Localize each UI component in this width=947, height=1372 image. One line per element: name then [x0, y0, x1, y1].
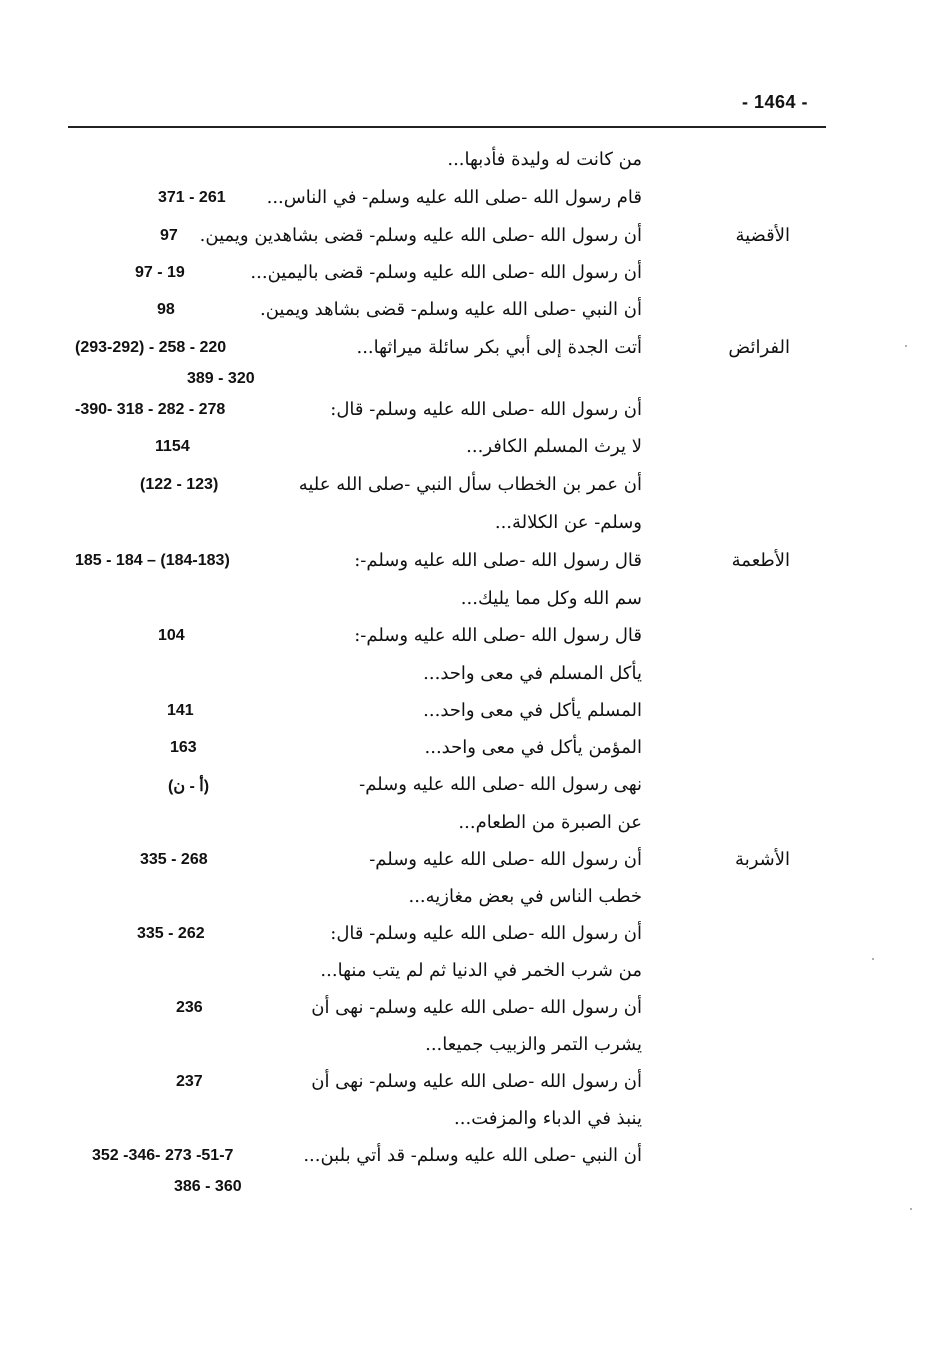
hadith-text: سم الله وكل مما يليك... [460, 588, 642, 609]
index-entry [0, 143, 947, 180]
index-entry [0, 806, 947, 843]
reference-numbers: 386 - 360 [174, 1178, 242, 1195]
hadith-text: أن رسول الله -صلى الله عليه وسلم- قضى باليمين... [250, 262, 642, 283]
reference-numbers: 104 [158, 627, 185, 644]
topic-heading: الأطعمة [731, 550, 790, 571]
reference-numbers: 237 [176, 1073, 203, 1090]
reference-numbers: 97 - 19 [135, 264, 185, 281]
reference-numbers: 1154 [155, 438, 190, 455]
hadith-text: أن رسول الله -صلى الله عليه وسلم- [369, 849, 642, 870]
reference-numbers: 236 [176, 999, 203, 1016]
index-entry [0, 393, 947, 430]
index-entry [0, 768, 947, 805]
scan-speck [905, 345, 907, 347]
hadith-text: وسلم- عن الكلالة... [494, 512, 642, 533]
reference-numbers: 98 [157, 301, 175, 318]
hadith-text: من شرب الخمر في الدنيا ثم لم يتب منها... [320, 960, 642, 981]
index-entry [0, 219, 947, 256]
index-entry [0, 506, 947, 543]
hadith-text: من كانت له وليدة فأدبها... [447, 149, 642, 170]
hadith-text: أن رسول الله -صلى الله عليه وسلم- قال: [330, 923, 642, 944]
index-entry [0, 843, 947, 880]
index-entry [0, 991, 947, 1028]
scan-speck [910, 1208, 912, 1210]
hadith-text: عن الصبرة من الطعام... [458, 812, 642, 833]
index-entry [0, 430, 947, 467]
hadith-text: أن النبي -صلى الله عليه وسلم- قد أتي بلبن... [303, 1145, 642, 1166]
index-entry [0, 731, 947, 768]
hadith-text: المؤمن يأكل في معى واحد... [424, 737, 642, 758]
hadith-text: المسلم يأكل في معى واحد... [423, 700, 642, 721]
hadith-text: أن النبي -صلى الله عليه وسلم- قضى بشاهد ويمين. [259, 299, 642, 320]
index-entry [0, 181, 947, 218]
hadith-text: خطب الناس في بعض مغازيه... [408, 886, 642, 907]
reference-numbers: 352 -346- 273 -51-7 [92, 1147, 234, 1164]
hadith-text: قال رسول الله -صلى الله عليه وسلم-: [354, 550, 642, 571]
index-entry [0, 1102, 947, 1139]
index-entry [0, 619, 947, 656]
reference-numbers: (122 - 123) [140, 476, 219, 493]
reference-numbers: 371 - 261 [158, 189, 226, 206]
reference-numbers: 97 [160, 227, 178, 244]
reference-numbers: 185 - 184 – (184-183) [75, 552, 230, 569]
index-entry [0, 582, 947, 619]
reference-numbers: -390- 318 - 282 - 278 [75, 401, 226, 418]
reference-numbers: 389 - 320 [187, 370, 255, 387]
reference-numbers: (293-292) - 258 - 220 [75, 339, 227, 356]
hadith-text: أن رسول الله -صلى الله عليه وسلم- نهى أن [311, 1071, 642, 1092]
scan-speck [872, 958, 874, 960]
hadith-text: أن رسول الله -صلى الله عليه وسلم- نهى أن [311, 997, 642, 1018]
header-rule [68, 126, 826, 128]
index-entry [0, 1170, 947, 1207]
index-entry [0, 954, 947, 991]
index-entry [0, 657, 947, 694]
hadith-text: قال رسول الله -صلى الله عليه وسلم-: [354, 625, 642, 646]
hadith-text: يشرب التمر والزبيب جميعا... [425, 1034, 642, 1055]
topic-heading: الأقضية [735, 225, 790, 246]
index-entry [0, 694, 947, 731]
hadith-text: أن عمر بن الخطاب سأل النبي -صلى الله عليه [298, 474, 642, 495]
reference-numbers: (أ - ن) [168, 778, 210, 795]
hadith-text: يأكل المسلم في معى واحد... [423, 663, 642, 684]
hadith-text: أن رسول الله -صلى الله عليه وسلم- قال: [330, 399, 642, 420]
index-entry [0, 880, 947, 917]
reference-numbers: 335 - 268 [140, 851, 208, 868]
reference-numbers: 335 - 262 [137, 925, 205, 942]
hadith-text: أن رسول الله -صلى الله عليه وسلم- قضى بشاهدين ويمين. [199, 225, 642, 246]
hadith-text: قام رسول الله -صلى الله عليه وسلم- في الناس... [266, 187, 642, 208]
page-number: - 1464 - [742, 92, 809, 112]
hadith-text: نهى رسول الله -صلى الله عليه وسلم- [359, 774, 642, 795]
index-entry [0, 917, 947, 954]
index-entry [0, 1065, 947, 1102]
index-entry [0, 544, 947, 581]
topic-heading: الفرائض [728, 337, 790, 358]
index-entry [0, 1028, 947, 1065]
reference-numbers: 163 [170, 739, 197, 756]
topic-heading: الأشربة [735, 849, 790, 870]
index-entry [0, 468, 947, 505]
hadith-text: أتت الجدة إلى أبي بكر سائلة ميراثها... [356, 337, 642, 358]
reference-numbers: 141 [167, 702, 194, 719]
hadith-text: ينبذ في الدباء والمزفت... [454, 1108, 642, 1129]
index-entry [0, 256, 947, 293]
index-entry [0, 293, 947, 330]
hadith-text: لا يرث المسلم الكافر... [466, 436, 642, 457]
